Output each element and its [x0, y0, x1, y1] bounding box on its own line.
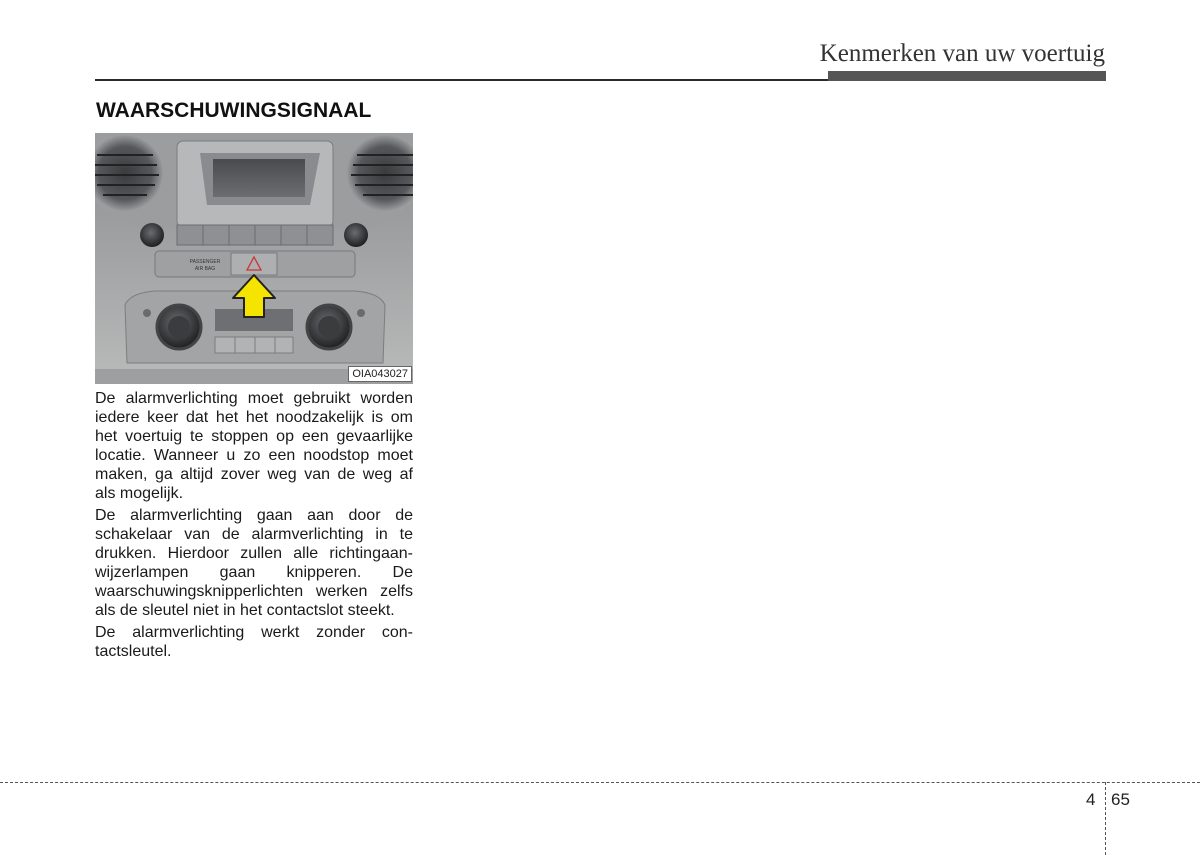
passenger-airbag-label-line2: AIR BAG	[194, 266, 216, 272]
section-heading: WAARSCHUWINGSIGNAAL	[96, 99, 372, 122]
passenger-airbag-label-line1: PASSENGER	[189, 259, 221, 265]
chapter-number: 4	[1086, 790, 1096, 809]
dashboard-photo	[95, 133, 413, 384]
running-header: Kenmerken van uw voertuig	[819, 40, 1105, 67]
page-number: 65	[1111, 790, 1130, 809]
body-text	[95, 389, 413, 664]
header-rule-accent	[828, 71, 1106, 81]
dashboard-illustration	[95, 133, 413, 384]
page-number-divider	[1105, 782, 1106, 855]
header-rule	[95, 79, 828, 81]
paragraph: De alarmverlichting gaan aan door de schakelaar van de alarmverlichting in te drukken. Hierdoor zullen alle richtingaanwijzerlampen gaan knipperen. De waarschuwingsknipperlichten werken zelfs als de sleutel niet in het contactslot steekt.	[95, 507, 413, 619]
paragraph: De alarmverlichting moet gebruikt worden iedere keer dat het het noodzakelijk is om het voertuig te stoppen op een gevaarlijke locatie. Wanneer u zo een noodstop moet maken, ga altijd zover weg van de weg af als mogelijk.	[95, 390, 413, 502]
footer-divider	[0, 782, 1200, 783]
paragraph: De alarmverlichting werkt zonder contactsleutel.	[95, 624, 413, 660]
figure-code: OIA043027	[348, 366, 412, 382]
